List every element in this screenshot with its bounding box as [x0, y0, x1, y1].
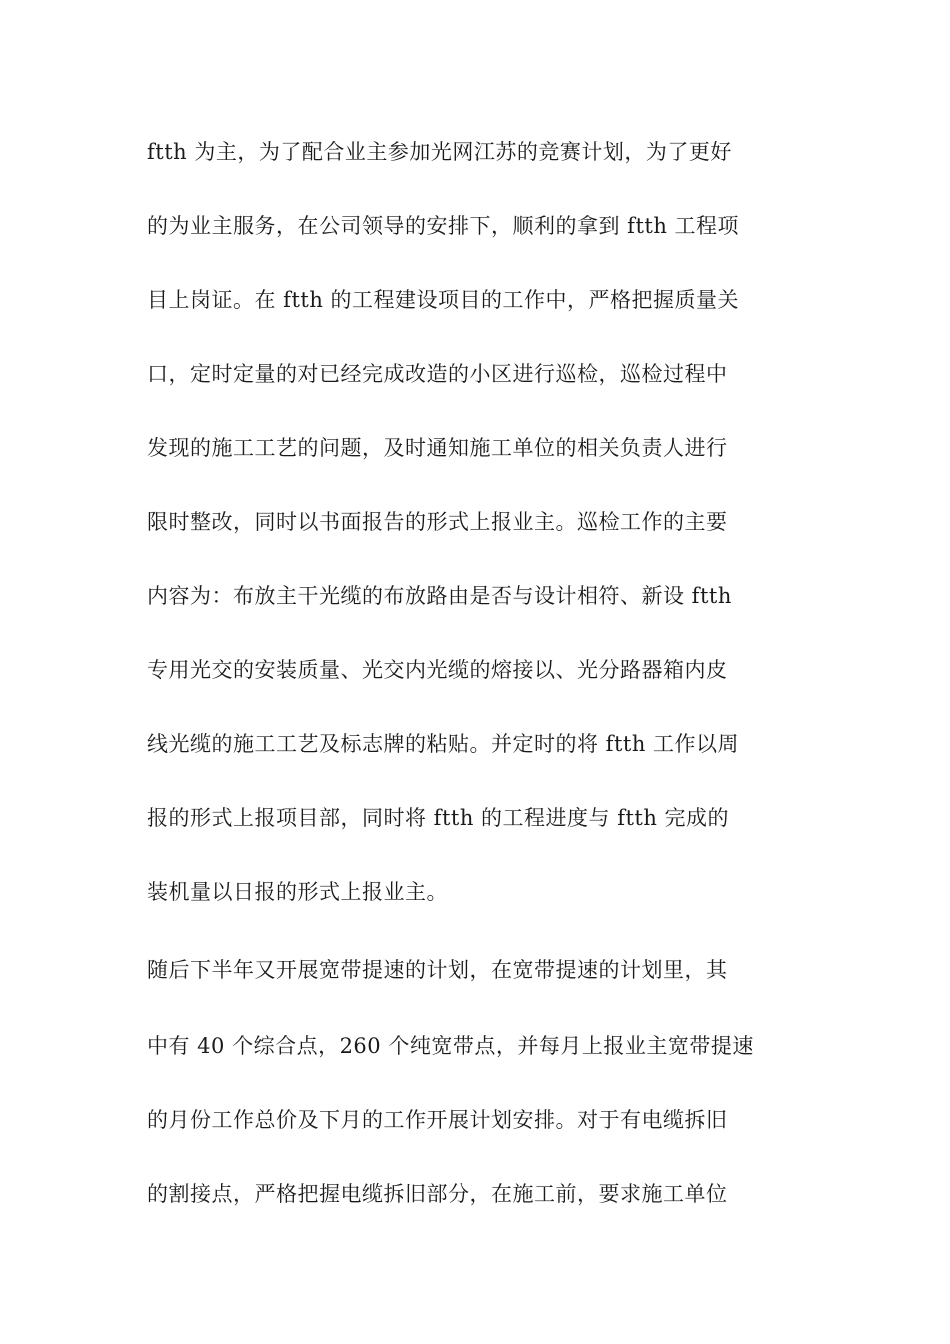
paragraph-2-line-3: 的月份工作总价及下月的工作开展计划安排。对于有电缆拆旧 — [147, 1108, 728, 1132]
paragraph-1-line-10: 报的形式上报项目部，同时将 ftth 的工程进度与 ftth 完成的 — [147, 806, 730, 830]
paragraph-2-line-1: 随后下半年又开展宽带提速的计划，在宽带提速的计划里，其 — [147, 958, 728, 982]
paragraph-2-line-4: 的割接点，严格把握电缆拆旧部分，在施工前，要求施工单位 — [147, 1182, 728, 1206]
paragraph-1-line-7: 内容为：布放主干光缆的布放路由是否与设计相符、新设 ftth — [147, 584, 732, 608]
paragraph-1-line-8: 专用光交的安装质量、光交内光缆的熔接以、光分路器箱内皮 — [147, 658, 728, 682]
paragraph-1-line-5: 发现的施工工艺的问题，及时通知施工单位的相关负责人进行 — [147, 436, 728, 460]
paragraph-1-line-4: 口，定时定量的对已经完成改造的小区进行巡检，巡检过程中 — [147, 362, 728, 386]
paragraph-1-line-11: 装机量以日报的形式上报业主。 — [147, 880, 448, 904]
paragraph-1-line-1: ftth 为主，为了配合业主参加光网江苏的竞赛计划，为了更好 — [147, 140, 732, 164]
paragraph-2-line-2: 中有 40 个综合点，260 个纯宽带点，并每月上报业主宽带提速 — [147, 1034, 754, 1058]
paragraph-1-line-6: 限时整改，同时以书面报告的形式上报业主。巡检工作的主要 — [147, 510, 728, 534]
paragraph-1-line-9: 线光缆的施工工艺及标志牌的粘贴。并定时的将 ftth 工作以周 — [147, 732, 740, 756]
paragraph-1-line-3: 目上岗证。在 ftth 的工程建设项目的工作中，严格把握质量关 — [147, 288, 740, 312]
paragraph-1-line-2: 的为业主服务，在公司领导的安排下，顺利的拿到 ftth 工程项 — [147, 214, 740, 238]
